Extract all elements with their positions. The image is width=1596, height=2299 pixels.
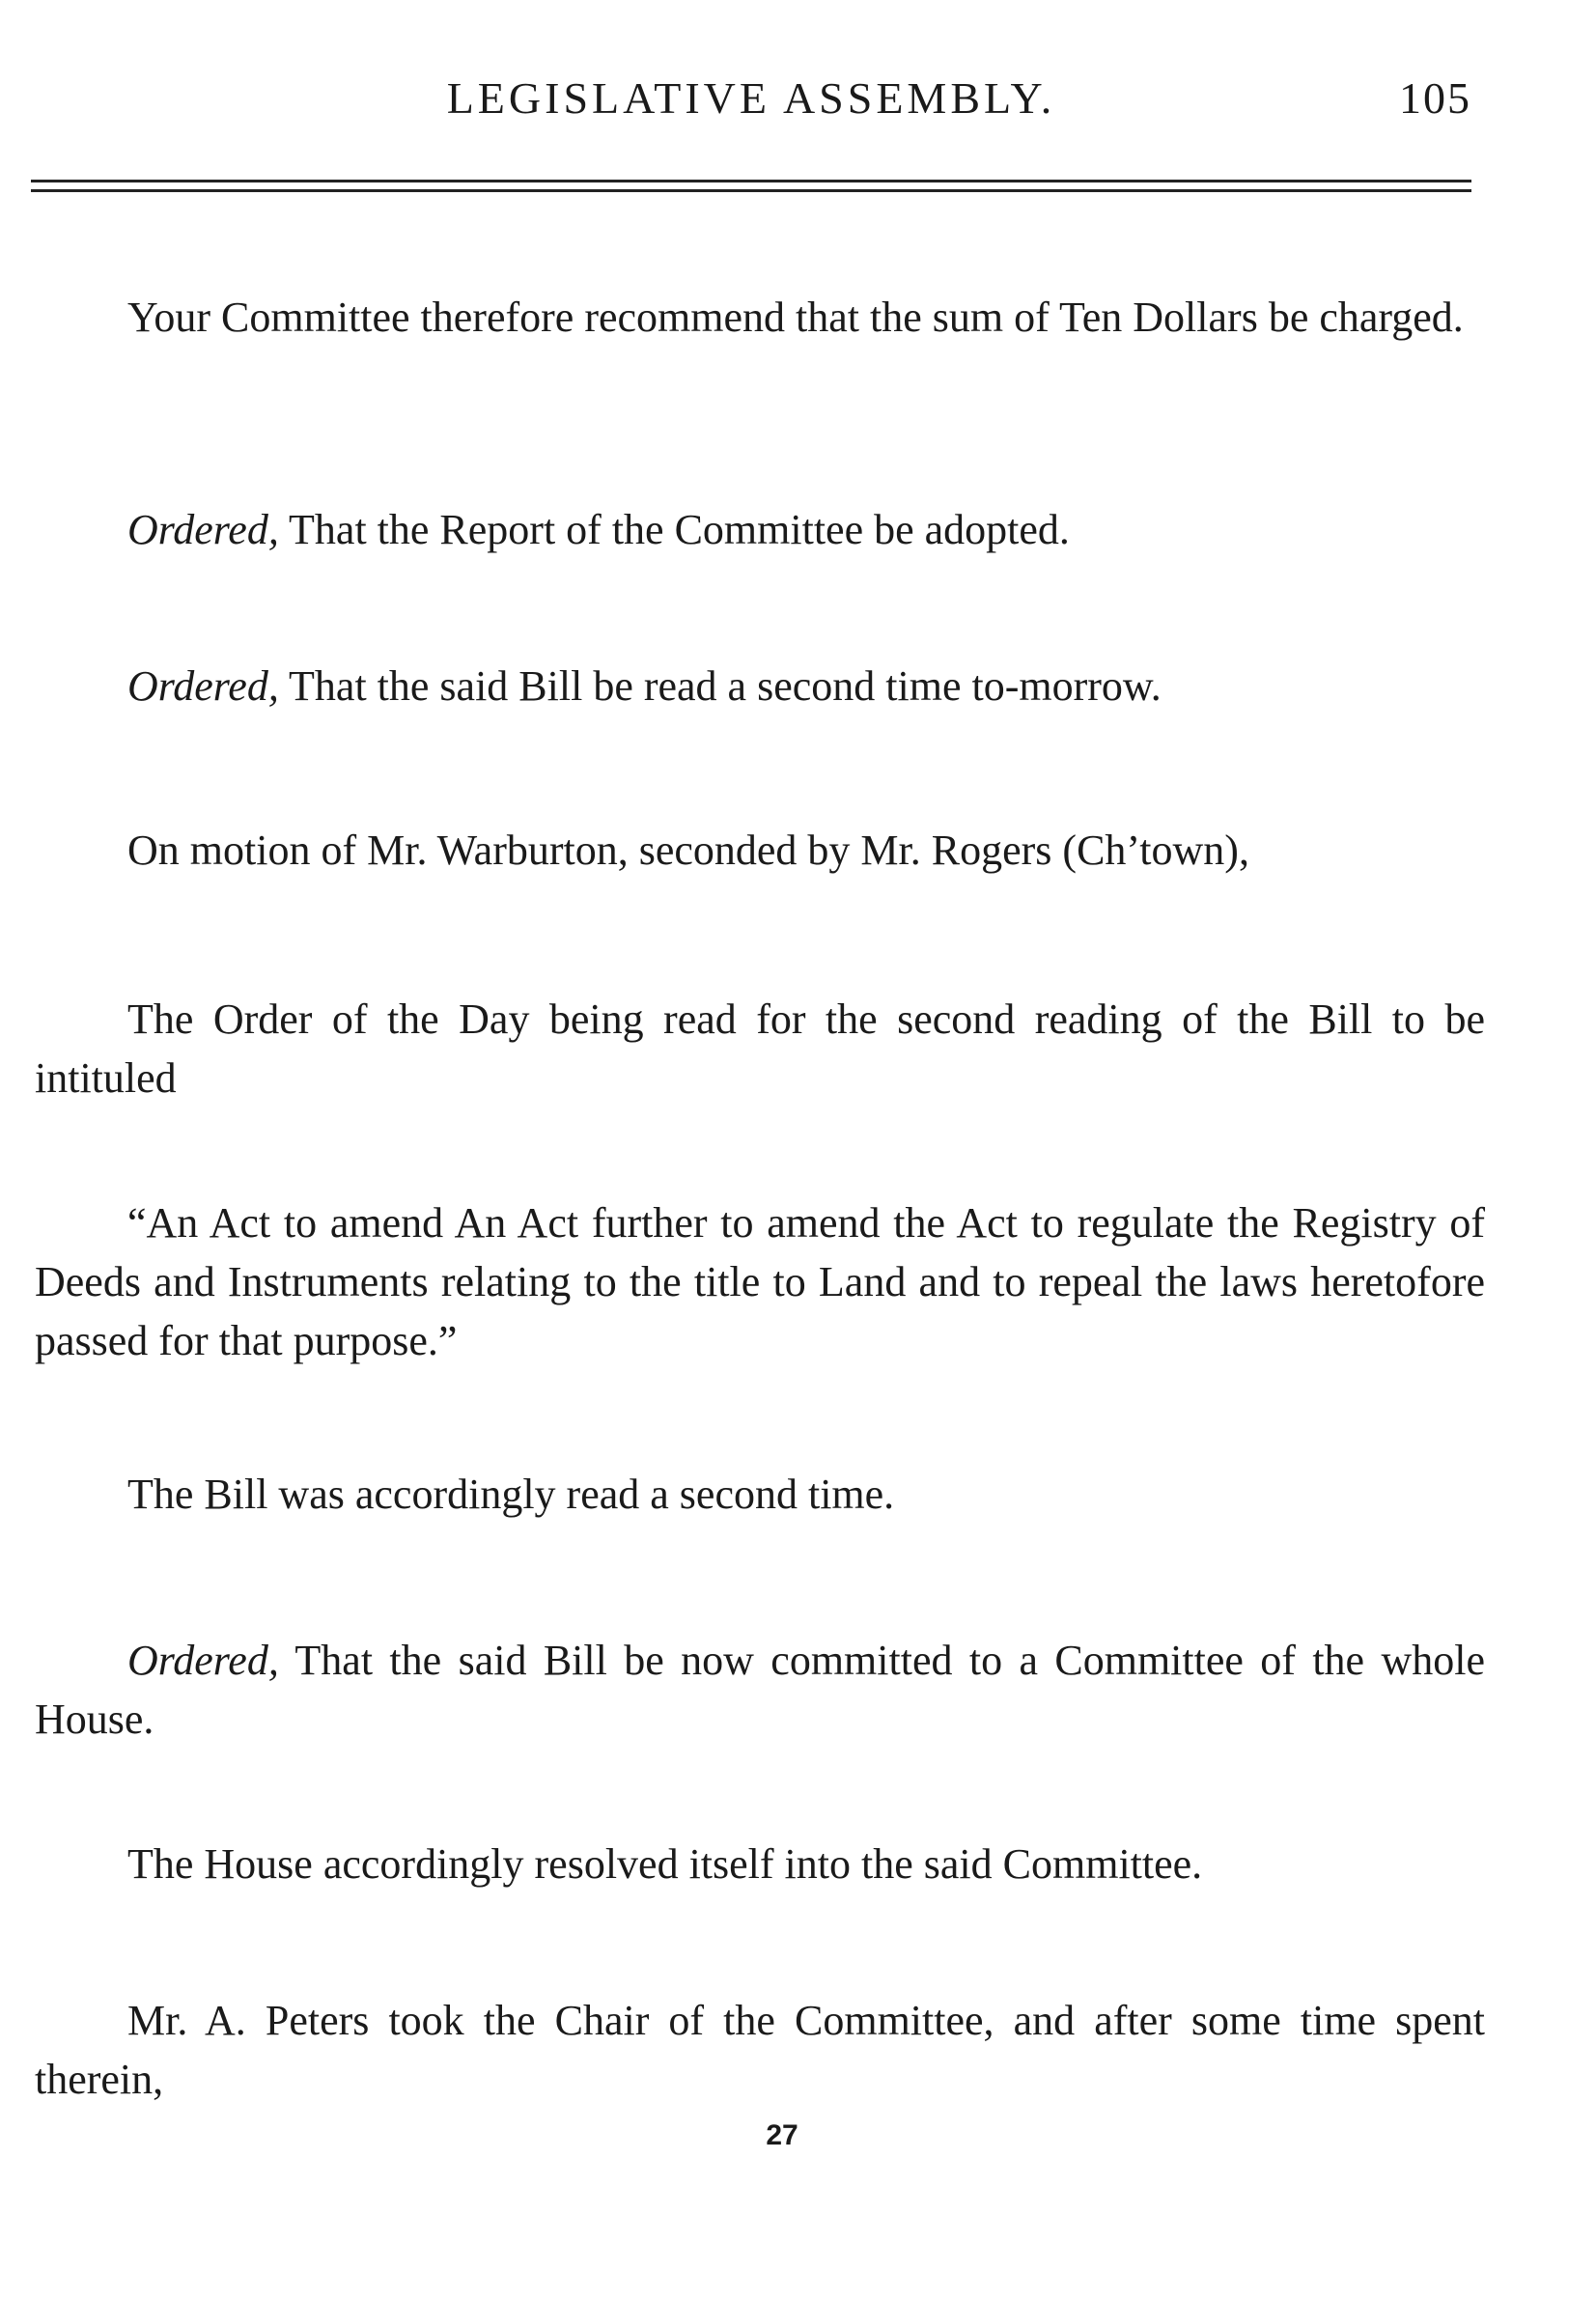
paragraph-committee-recommendation (35, 288, 1485, 347)
paragraph-motion (35, 821, 1485, 880)
running-head (31, 70, 1471, 127)
paragraph-act-title (35, 1193, 1485, 1370)
paragraph-text: That the Report of the Committee be adopted. (278, 506, 1070, 553)
header-rule-top (31, 180, 1471, 182)
paragraph-order-committed (35, 1631, 1485, 1749)
paragraph-chair (35, 1991, 1485, 2109)
paragraph-house-resolved (35, 1835, 1485, 1893)
paragraph-text: The House accordingly resolved itself into the said Committee. (127, 1840, 1203, 1888)
header-rule-bottom (31, 189, 1471, 192)
paragraph-text: On motion of Mr. Warburton, seconded by Mr. Rogers (Ch’town), (127, 827, 1249, 874)
paragraph-lead: Ordered, (127, 506, 279, 553)
paragraph-order-report-adopted (35, 500, 1485, 559)
paragraph-text: Your Committee therefore recommend that the sum of Ten Dollars be charged. (127, 294, 1464, 341)
paragraph-text: “An Act to amend An Act further to amend the Act to regulate the Registry of Deeds and Instruments relating to the title to Land and to repeal the laws heretofore passed for that purpose.” (35, 1199, 1485, 1364)
page-number: 105 (1399, 73, 1471, 123)
paragraph-order-of-day (35, 990, 1485, 1107)
paragraph-bill-read (35, 1465, 1485, 1524)
paragraph-text: That the said Bill be now committed to a Committee of the whole House. (35, 1637, 1485, 1743)
running-title: LEGISLATIVE ASSEMBLY. (446, 73, 1056, 123)
paragraph-order-second-reading (35, 657, 1485, 715)
paragraph-text: The Order of the Day being read for the second reading of the Bill to be intituled (35, 995, 1485, 1102)
paragraph-lead: Ordered, (127, 662, 279, 710)
paragraph-lead: Ordered, (127, 1637, 279, 1684)
paragraph-text: Mr. A. Peters took the Chair of the Committee, and after some time spent therein, (35, 1997, 1485, 2103)
signature-mark: 27 (766, 2119, 798, 2151)
paragraph-text: That the said Bill be read a second time to-morrow. (278, 662, 1162, 710)
paragraph-text: The Bill was accordingly read a second time. (127, 1471, 895, 1518)
